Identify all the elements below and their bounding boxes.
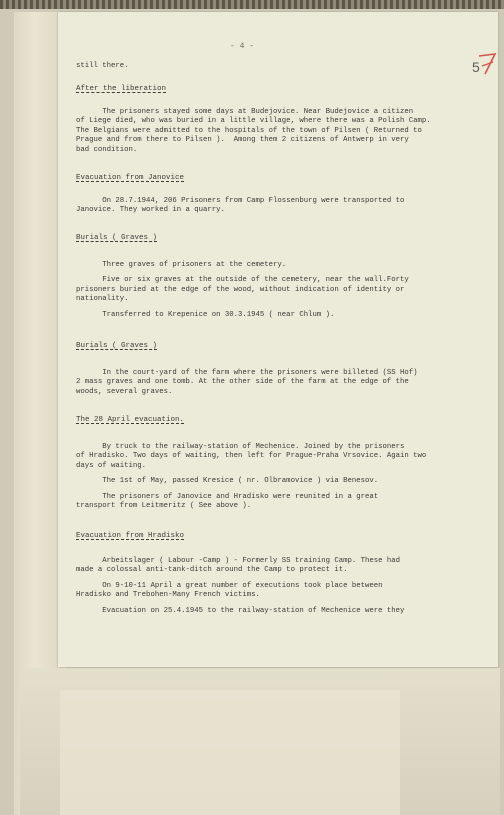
text-line: of Hradisko. Two days of waiting, then left for Prague-Praha Vrsovice. Again two bbox=[76, 452, 427, 461]
text-line: woods, several graves. bbox=[76, 387, 173, 396]
text-line: nationality. bbox=[76, 295, 129, 304]
text-line: The prisoners of Janovice and Hradisko were reunited in a great bbox=[76, 492, 379, 501]
section-heading: The 28 April evacuation. bbox=[76, 416, 185, 424]
text-line: Arbeitslager ( Labour -Camp ) - Formerly SS training Camp. These had bbox=[76, 557, 401, 565]
text-line: The prisoners stayed some days at Budejovice. Near Budejovice a citizen bbox=[76, 108, 414, 116]
text-line: In the court-yard of the farm where the prisoners were billeted (SS Hof) bbox=[76, 369, 418, 377]
text-line: On 28.7.1944, 206 Prisoners from Camp Flossenburg were transported to bbox=[76, 197, 405, 205]
text-line: days of waiting. bbox=[76, 461, 147, 470]
text-line: transport from Leitmeritz ( See above ). bbox=[76, 502, 252, 511]
section-heading: Evacuation from Janovice bbox=[76, 174, 185, 182]
text-line: made a colossal anti-tank-ditch around the Camp to protect it. bbox=[76, 566, 348, 575]
text-line: Transferred to Krepenice on 30.3.1945 ( near Chlum ). bbox=[76, 310, 335, 319]
text-line: prisoners buried at the edge of the wood, without indication of identity or bbox=[76, 285, 405, 294]
text-line: By truck to the railway-station of Mechenice. Joined by the prisoners bbox=[76, 443, 405, 451]
text-line: Hradisko and Trebohen-Many French victims. bbox=[76, 591, 260, 600]
text-line: Five or six graves at the outside of the cemetery, near the wall.Forty bbox=[76, 276, 409, 285]
intro-line: still there. bbox=[76, 62, 129, 70]
section-heading: Evacuation from Hradisko bbox=[76, 532, 185, 540]
section-paragraph bbox=[76, 108, 431, 155]
section-paragraph bbox=[76, 443, 426, 511]
text-line: Janovice. They worked in a quarry. bbox=[76, 206, 225, 215]
section-heading: Burials ( Graves ) bbox=[76, 234, 158, 242]
text-line: Prague and from there to Pilsen ). Among them 2 citizens of Antwerp in very bbox=[76, 136, 409, 145]
section-paragraph bbox=[76, 369, 418, 397]
text-line: bad condition. bbox=[76, 145, 138, 154]
section-paragraph bbox=[76, 197, 404, 216]
text-line: Three graves of prisoners at the cemetery. bbox=[76, 261, 287, 269]
section-heading: After the liberation bbox=[76, 85, 167, 93]
text-line: Evacuation on 25.4.1945 to the railway-station of Mechenice were they bbox=[76, 606, 405, 615]
section-paragraph bbox=[76, 261, 409, 320]
archive-number: 5 bbox=[472, 59, 480, 75]
document-page bbox=[58, 12, 498, 667]
top-border-strip bbox=[0, 0, 504, 9]
text-line: On 9-10-11 April a great number of executions took place between bbox=[76, 581, 383, 590]
section-paragraph bbox=[76, 557, 404, 616]
text-line: The 1st of May, passed Kresice ( nr. Olbramovice ) via Benesov. bbox=[76, 477, 379, 486]
text-line: The Belgians were admitted to the hospitals of the town of Pilsen ( Returned to bbox=[76, 126, 422, 135]
page-number: - 4 - bbox=[230, 42, 255, 51]
text-line: 2 mass graves and one tomb. At the other side of the farm at the edge of the bbox=[76, 378, 409, 387]
section-heading: Burials ( Graves ) bbox=[76, 342, 158, 350]
bottom-paper-scrap-inner bbox=[60, 690, 400, 815]
text-line: of Liege died, who was buried in a little village, where there was a Polish Camp. bbox=[76, 117, 431, 126]
